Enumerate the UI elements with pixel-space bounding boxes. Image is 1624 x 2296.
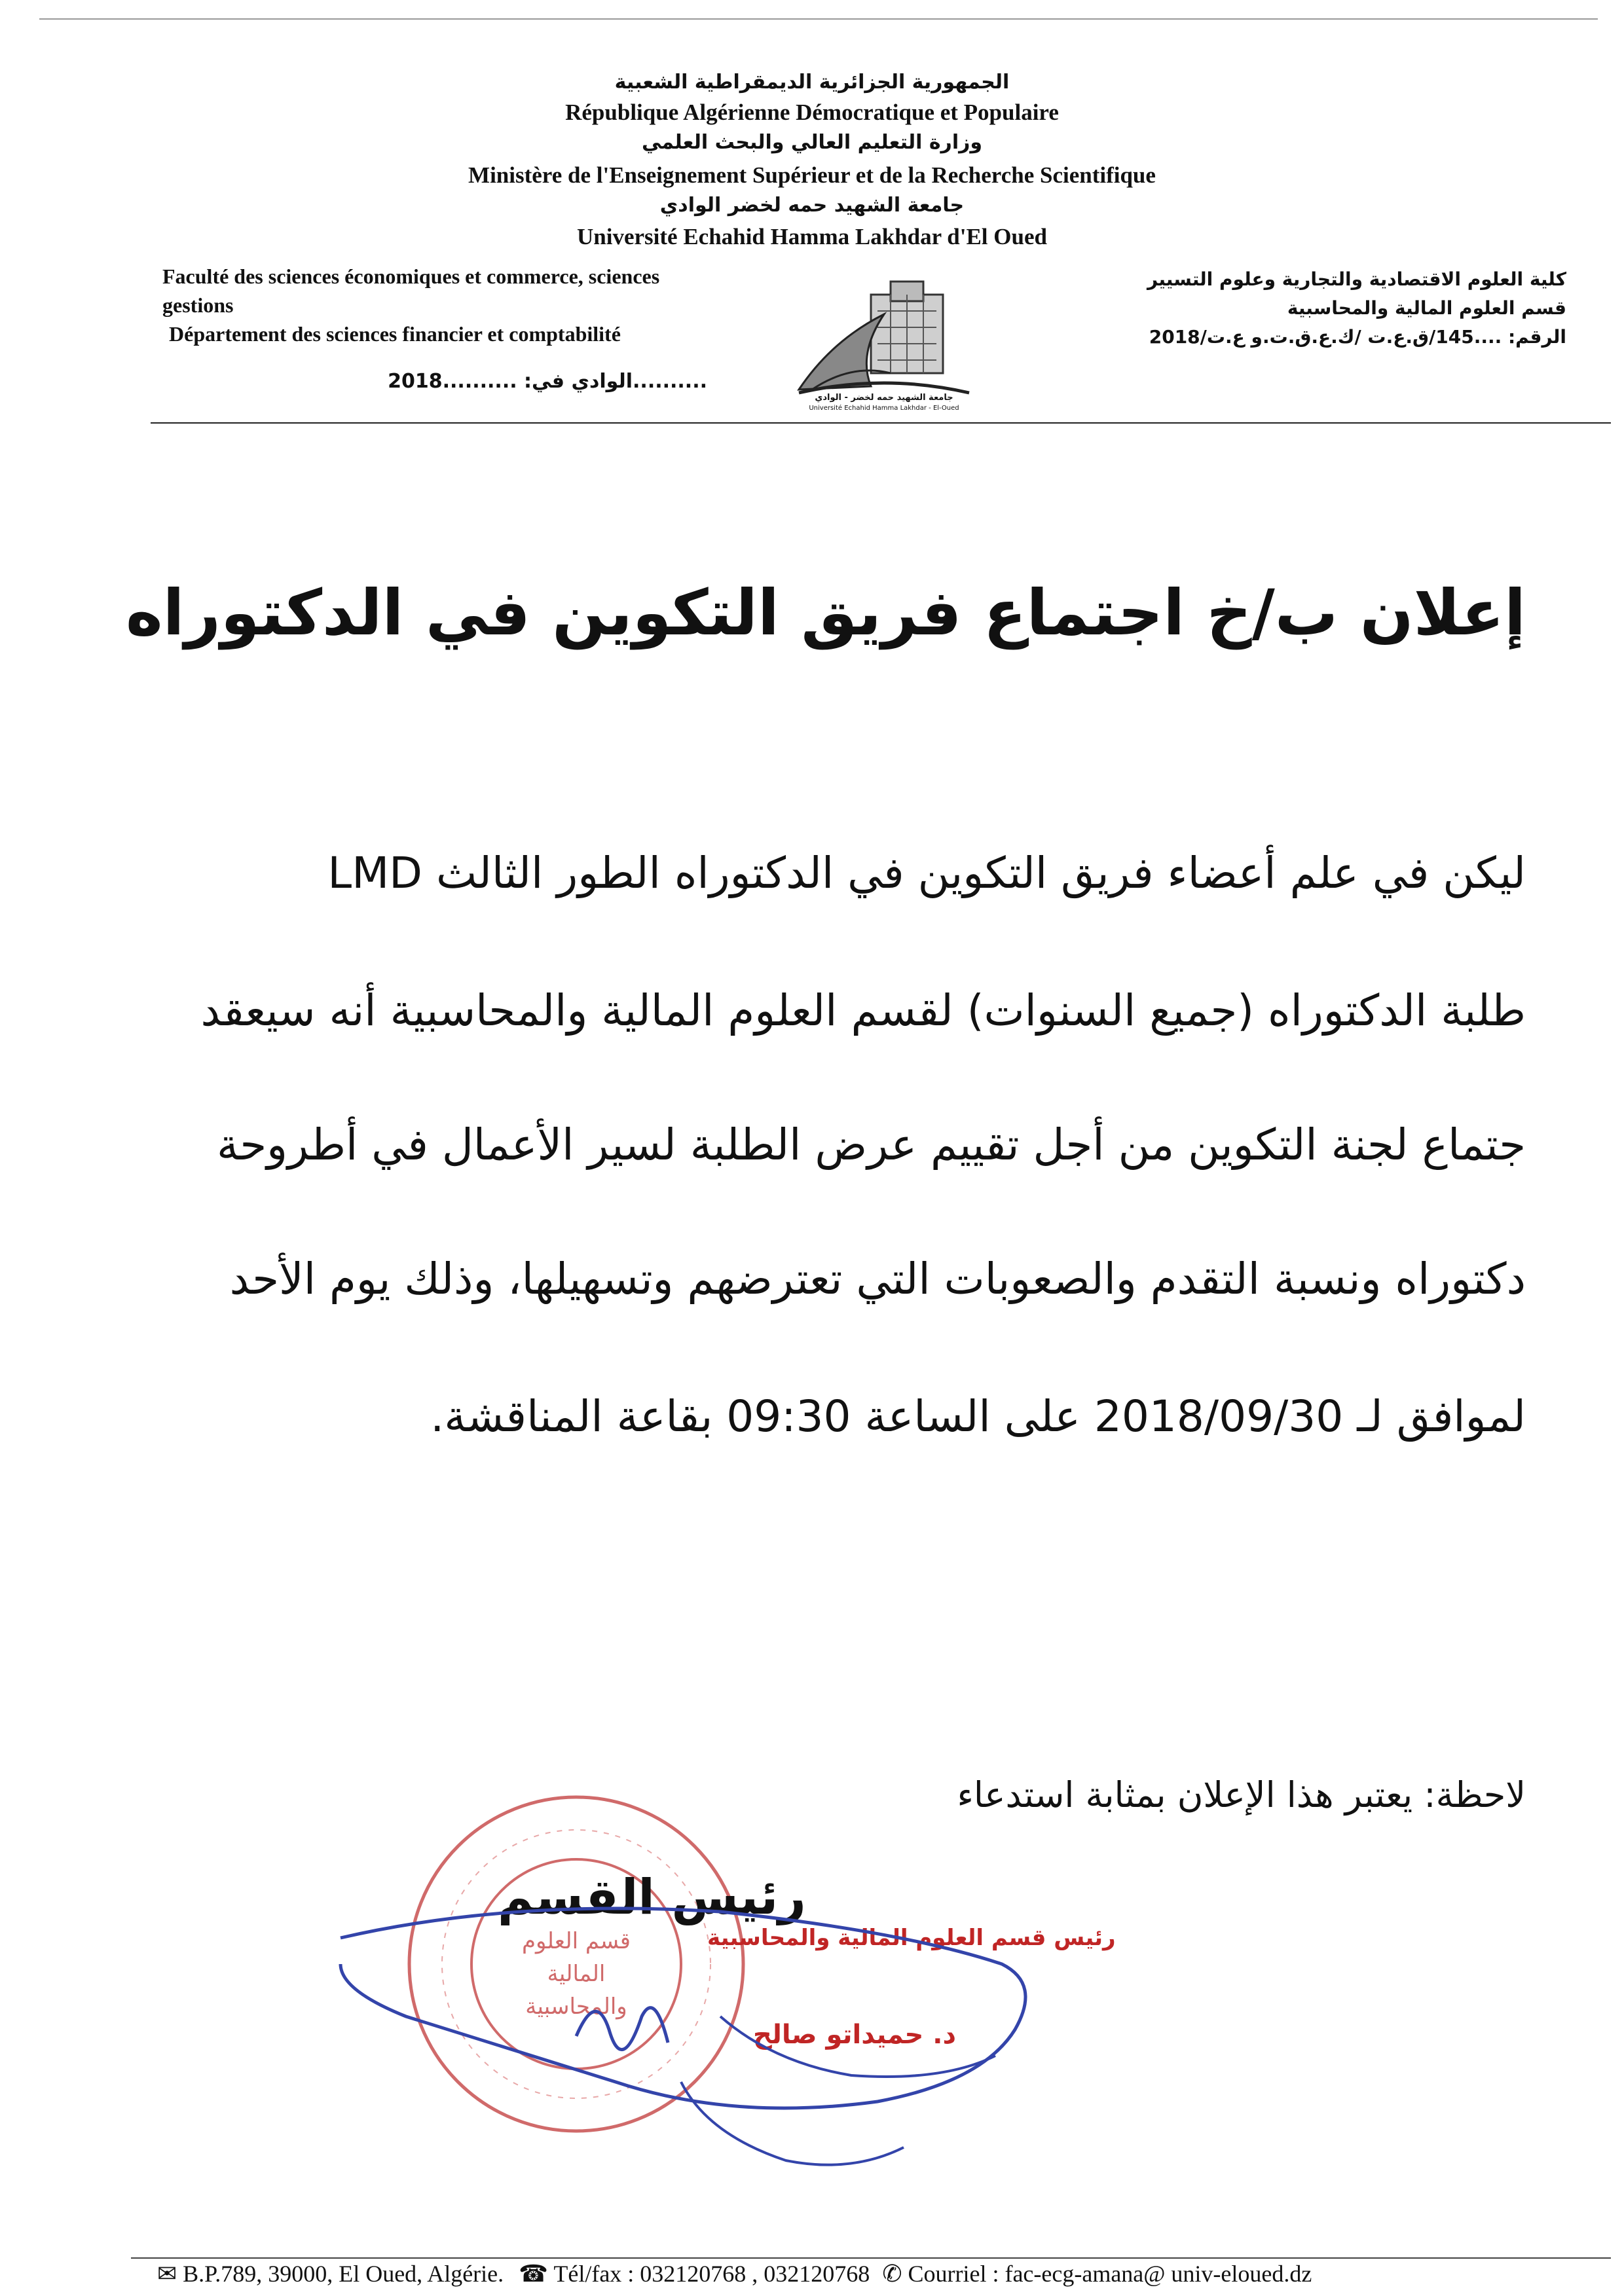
reference-number: الرقم: ....145/ق.ع.ت /ك.ع.ق.ت.و ع.ت/2018 [1149,326,1566,348]
logo-caption-fr: Université Echahid Hamma Lakhdar - El-Oued [809,405,959,412]
body-line-1: ليكن في علم أعضاء فريق التكوين في الدكتوراه الطور الثالث LMD [327,848,1526,898]
footer-email[interactable]: Courriel : fac-ecg-amana@ univ-eloued.dz [908,2261,1312,2287]
stamp-role: رئيس قسم العلوم المالية والمحاسبية [707,1925,1116,1951]
header-ministry-fr: Ministère de l'Enseignement Supérieur et de la Recherche Scientifique [468,162,1156,188]
note-line: لاحظة: يعتبر هذا الإعلان بمثابة استدعاء [957,1774,1526,1815]
date-line [288,370,707,393]
department-name-ar: قسم العلوم المالية والمحاسبية [1287,297,1566,319]
department-name-fr: Département des sciences financier et comptabilité [169,322,621,346]
seal-center-text: قسم العلوم المالية والمحاسبية [521,1928,631,2020]
footer-separator [131,2257,1611,2259]
signature-title: رئيس القسم [498,1869,806,1925]
university-logo [786,275,982,419]
header-university-fr: Université Echahid Hamma Lakhdar d'El Oued [577,224,1047,249]
body-line-2: طلبة الدكتوراه (جميع السنوات) لقسم العلوم المالية والمحاسبية أنه سيعقد [200,985,1526,1036]
faculty-name-fr-cont: gestions [162,293,234,317]
footer-phone: Tél/fax : 032120768 , 032120768 [553,2261,870,2287]
date-label: الوادي في: ..........2018.......... [388,370,707,393]
body-line-3: جتماع لجنة التكوين من أجل تقييم عرض الطلبة لسير الأعمال في أطروحة [216,1120,1526,1170]
header-ministry-ar: وزارة التعليم العالي والبحث العلمي [641,131,983,154]
envelope-icon: ✉ [157,2261,177,2287]
faculty-name-fr: Faculté des sciences économiques et commerce, sciences [162,264,660,288]
announcement-title: إعلان ب/خ اجتماع فريق التكوين في الدكتوراه [125,576,1526,649]
logo-caption-ar: جامعة الشهيد حمه لخضر - الوادي [815,393,953,403]
email-icon: ✆ [882,2261,902,2287]
top-edge-line [39,18,1598,20]
stamp-name: د. حميداتو صالح [753,2020,956,2050]
header-separator [151,422,1611,424]
body-line-5: لموافق لـ 2018/09/30 على الساعة 09:30 بقاعة المناقشة. [430,1391,1526,1442]
header-university-ar: جامعة الشهيد حمه لخضر الوادي [659,194,965,217]
phone-icon: ☎ [519,2261,548,2287]
header-republic-fr: République Algérienne Démocratique et Populaire [565,100,1059,125]
handwritten-signature [314,1886,1048,2187]
left-faculty-block [162,262,784,348]
header-republic-ar: الجمهورية الجزائرية الديمقراطية الشعبية [614,71,1010,94]
body-line-4: دكتوراه ونسبة التقدم والصعوبات التي تعترضهم وتسهيلها، وذلك يوم الأحد [229,1254,1526,1304]
footer-address: B.P.789, 39000, El Oued, Algérie. [183,2261,504,2287]
faculty-name-ar: كلية العلوم الاقتصادية والتجارية وعلوم التسيير [1147,268,1566,290]
right-faculty-block [977,265,1566,352]
footer [157,2260,1312,2287]
